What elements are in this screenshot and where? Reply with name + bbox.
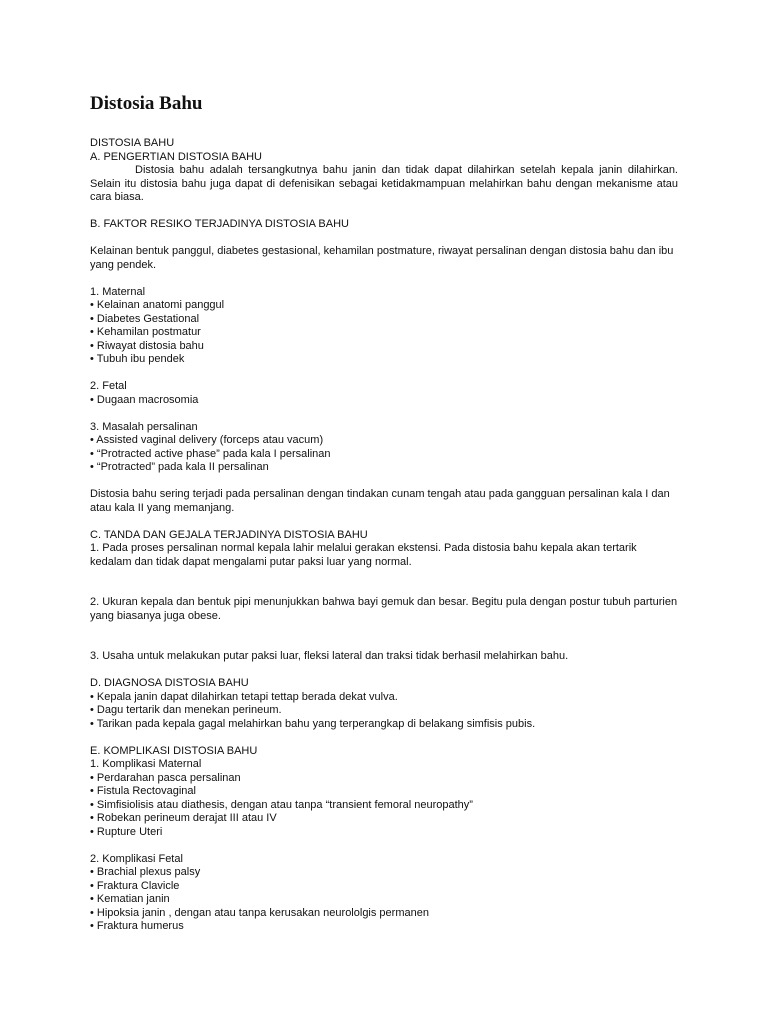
list-item: • “Protracted active phase” pada kala I persalinan bbox=[90, 447, 331, 460]
list-item: • Dugaan macrosomia bbox=[90, 393, 199, 406]
list-item: • Robekan perineum derajat III atau IV bbox=[90, 812, 277, 824]
list-item: • Brachial plexus palsy bbox=[90, 866, 201, 878]
document-title: Distosia Bahu bbox=[90, 93, 203, 114]
list-item: • Assisted vaginal delivery (forceps atau vacum) bbox=[90, 434, 324, 446]
list-item: • Hipoksia janin , dengan atau tanpa kerusakan neurololgis permanen bbox=[90, 906, 429, 919]
list-item: • Simfisiolisis atau diathesis, dengan atau tanpa “transient femoral neuropathy” bbox=[90, 798, 473, 811]
list-item: 2. Ukuran kepala dan bentuk pipi menunjukkan bahwa bayi gemuk dan besar. Begitu pula dengan postur tubuh parturien yang biasanya juga obese. bbox=[90, 596, 678, 622]
maternal-heading: 1. Maternal bbox=[90, 285, 146, 298]
list-item: • Diabetes Gestational bbox=[90, 312, 200, 325]
list-item: • Tubuh ibu pendek bbox=[90, 353, 185, 365]
list-item: 3. Usaha untuk melakukan putar paksi luar, fleksi lateral dan traksi tidak berhasil melahirkan bahu. bbox=[90, 650, 569, 662]
list-item: • Kepala janin dapat dilahirkan tetapi tettap berada dekat vulva. bbox=[90, 690, 398, 703]
section-a-paragraph: Distosia bahu adalah tersangkutnya bahu janin dan tidak dapat dilahirkan setelah kepala janin dilahirkan. Selain itu distosia bahu juga dapat di defenisikan sebagai ketidakmampuan melahirkan bahu dengan mekanisme atau cara biasa. bbox=[90, 164, 678, 203]
list-item: • Fraktura humerus bbox=[90, 920, 184, 932]
maternal-complication-heading: 1. Komplikasi Maternal bbox=[90, 758, 202, 770]
section-a-heading: A. PENGERTIAN DISTOSIA BAHU bbox=[90, 150, 262, 163]
section-e-heading: E. KOMPLIKASI DISTOSIA BAHU bbox=[90, 744, 258, 757]
section-b-heading: B. FAKTOR RESIKO TERJADINYA DISTOSIA BAHU bbox=[90, 218, 349, 230]
list-item: • Fraktura Clavicle bbox=[90, 879, 180, 892]
list-item: • Dagu tertarik dan menekan perineum. bbox=[90, 704, 282, 716]
list-item: 1. Pada proses persalinan normal kepala lahir melalui gerakan ekstensi. Pada distosia bahu kepala akan tertarik kedalam dan tidak dapat mengalami putar paksi luar yang normal. bbox=[90, 542, 637, 568]
section-d-heading: D. DIAGNOSA DISTOSIA BAHU bbox=[90, 677, 249, 689]
list-item: • Tarikan pada kepala gagal melahirkan bahu yang terperangkap di belakang simfisis pubis. bbox=[90, 717, 536, 730]
section-b-closing: Distosia bahu sering terjadi pada persalinan dengan tindakan cunam tengah atau pada gangguan persalinan kala I dan atau kala II yang memanjang. bbox=[90, 488, 670, 514]
labor-heading: 3. Masalah persalinan bbox=[90, 420, 198, 433]
fetal-heading: 2. Fetal bbox=[90, 380, 127, 392]
document-page bbox=[90, 92, 678, 934]
list-item: • Riwayat distosia bahu bbox=[90, 339, 204, 352]
list-item: • Kelainan anatomi panggul bbox=[90, 299, 225, 311]
list-item: • Kehamilan postmatur bbox=[90, 326, 201, 338]
document-heading: DISTOSIA BAHU bbox=[90, 137, 175, 149]
list-item: • Rupture Uteri bbox=[90, 825, 163, 838]
list-item: • Fistula Rectovaginal bbox=[90, 785, 196, 797]
list-item: • Kematian janin bbox=[90, 893, 170, 905]
list-item: • Perdarahan pasca persalinan bbox=[90, 771, 241, 784]
fetal-complication-heading: 2. Komplikasi Fetal bbox=[90, 852, 183, 865]
section-c-heading: C. TANDA DAN GEJALA TERJADINYA DISTOSIA BAHU bbox=[90, 528, 368, 541]
list-item: • “Protracted” pada kala II persalinan bbox=[90, 461, 269, 473]
section-b-intro: Kelainan bentuk panggul, diabetes gestasional, kehamilan postmature, riwayat persalinan dengan distosia bahu dan ibu yang pendek. bbox=[90, 245, 674, 271]
